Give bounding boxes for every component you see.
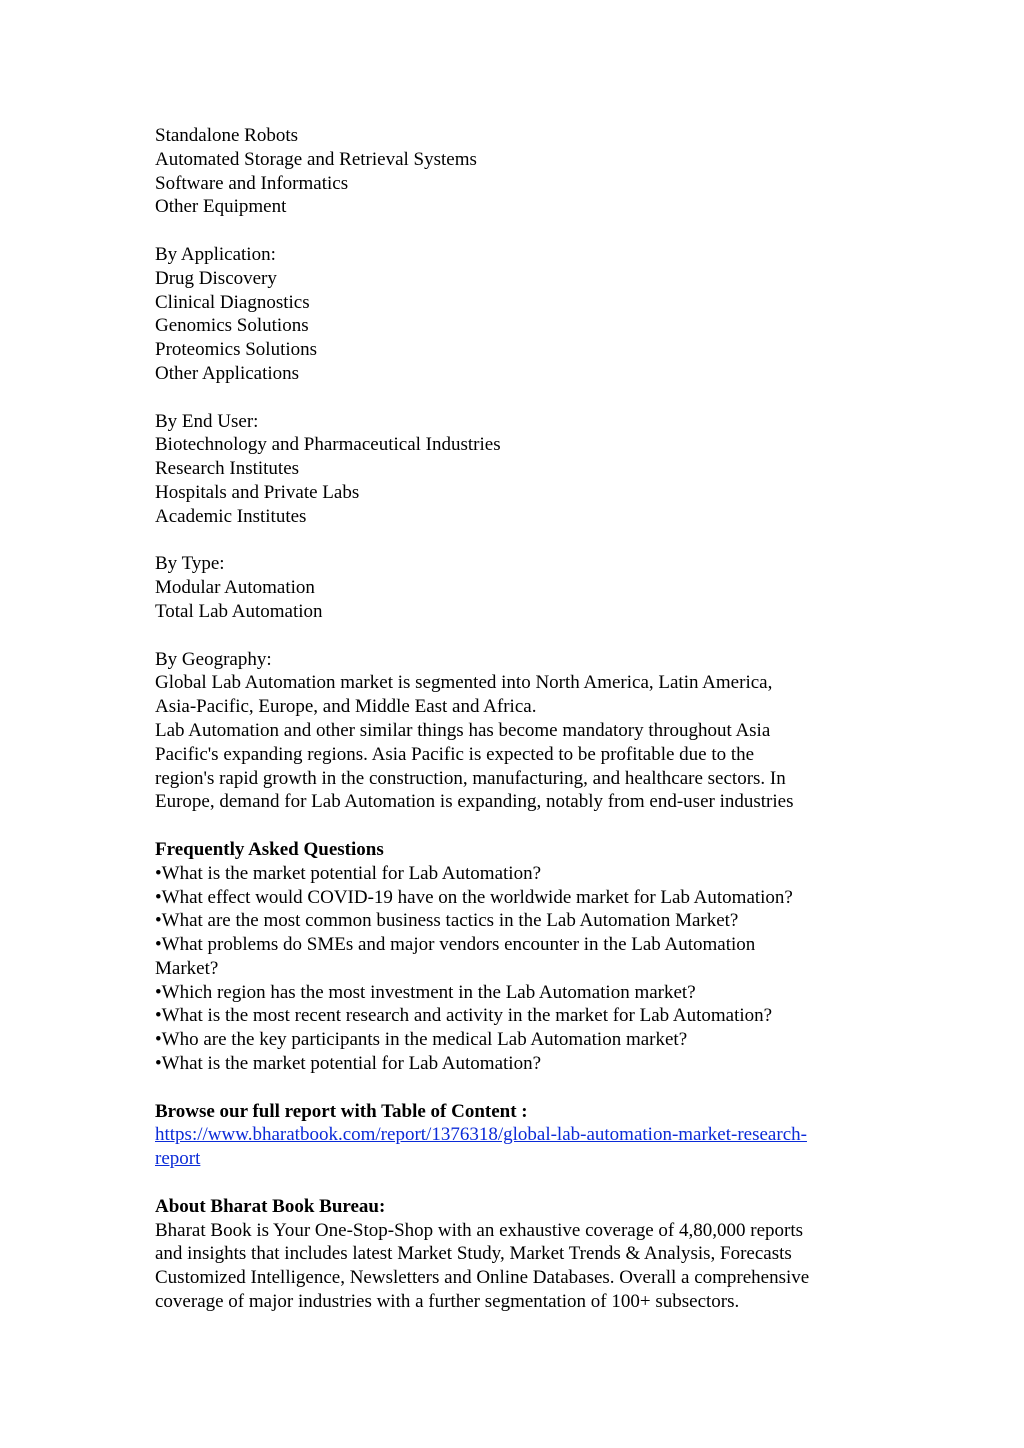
- section-heading: By Geography:: [155, 648, 272, 670]
- faq-heading: Frequently Asked Questions: [155, 838, 384, 860]
- list-item: Total Lab Automation: [155, 600, 323, 622]
- list-item: Biotechnology and Pharmaceutical Industries: [155, 434, 501, 456]
- list-item: Hospitals and Private Labs: [155, 481, 360, 503]
- document-page: [155, 124, 875, 1314]
- paragraph-line: Europe, demand for Lab Automation is expanding, notably from end-user industries: [155, 791, 794, 813]
- report-heading: Browse our full report with Table of Content :: [155, 1100, 528, 1122]
- about-heading: About Bharat Book Bureau:: [155, 1195, 386, 1217]
- list-item: Research Institutes: [155, 458, 300, 480]
- list-item: Software and Informatics: [155, 172, 349, 194]
- paragraph-gap: [155, 814, 875, 838]
- list-item: Proteomics Solutions: [155, 339, 318, 361]
- faq-item: •What is the market potential for Lab Automation?: [155, 1053, 542, 1075]
- paragraph-line: coverage of major industries with a further segmentation of 100+ subsectors.: [155, 1291, 740, 1313]
- report-link-line: report: [155, 1148, 201, 1170]
- paragraph-gap: [155, 386, 875, 410]
- section-heading: By End User:: [155, 410, 259, 432]
- by-type-section: [155, 552, 875, 623]
- list-item: Genomics Solutions: [155, 315, 309, 337]
- paragraph-gap: [155, 219, 875, 243]
- paragraph-line: and insights that includes latest Market Study, Market Trends & Analysis, Forecasts: [155, 1243, 792, 1265]
- by-end-user-section: [155, 410, 875, 529]
- about-section: [155, 1195, 875, 1314]
- list-item: Automated Storage and Retrieval Systems: [155, 148, 477, 170]
- faq-item: •What effect would COVID-19 have on the worldwide market for Lab Automation?: [155, 886, 793, 908]
- report-section: [155, 1100, 875, 1171]
- faq-item: •Who are the key participants in the medical Lab Automation market?: [155, 1029, 688, 1051]
- faq-section: [155, 838, 875, 1076]
- paragraph-gap: [155, 529, 875, 553]
- faq-item: •Which region has the most investment in the Lab Automation market?: [155, 981, 696, 1003]
- list-item: Drug Discovery: [155, 267, 277, 289]
- list-item: Modular Automation: [155, 577, 315, 599]
- paragraph-gap: [155, 1171, 875, 1195]
- list-item: Academic Institutes: [155, 505, 307, 527]
- faq-item: Market?: [155, 957, 219, 979]
- paragraph-gap: [155, 624, 875, 648]
- list-item: Clinical Diagnostics: [155, 291, 310, 313]
- faq-item: •What are the most common business tactics in the Lab Automation Market?: [155, 910, 739, 932]
- paragraph-gap: [155, 1076, 875, 1100]
- paragraph-line: Lab Automation and other similar things has become mandatory throughout Asia: [155, 719, 771, 741]
- faq-item: •What is the most recent research and activity in the market for Lab Automation?: [155, 1005, 773, 1027]
- faq-item: •What is the market potential for Lab Automation?: [155, 862, 542, 884]
- paragraph-line: Global Lab Automation market is segmented into North America, Latin America,: [155, 672, 773, 694]
- report-link[interactable]: [155, 1123, 875, 1171]
- paragraph-line: Customized Intelligence, Newsletters and Online Databases. Overall a comprehensive: [155, 1267, 810, 1289]
- section-heading: By Type:: [155, 553, 225, 575]
- by-application-section: [155, 243, 875, 386]
- report-link-line: https://www.bharatbook.com/report/1376318/global-lab-automation-market-research-: [155, 1124, 807, 1146]
- paragraph-line: Pacific's expanding regions. Asia Pacific is expected to be profitable due to the: [155, 743, 755, 765]
- list-item: Other Equipment: [155, 196, 287, 218]
- paragraph-line: Asia-Pacific, Europe, and Middle East and Africa.: [155, 696, 537, 718]
- by-geography-section: [155, 648, 875, 815]
- list-item: Other Applications: [155, 362, 300, 384]
- section-heading: By Application:: [155, 243, 276, 265]
- paragraph-line: region's rapid growth in the construction, manufacturing, and healthcare sectors. In: [155, 767, 786, 789]
- equipment-list: [155, 124, 875, 219]
- faq-item: •What problems do SMEs and major vendors encounter in the Lab Automation: [155, 934, 756, 956]
- list-item: Standalone Robots: [155, 125, 299, 146]
- paragraph-line: Bharat Book is Your One-Stop-Shop with an exhaustive coverage of 4,80,000 reports: [155, 1219, 804, 1241]
